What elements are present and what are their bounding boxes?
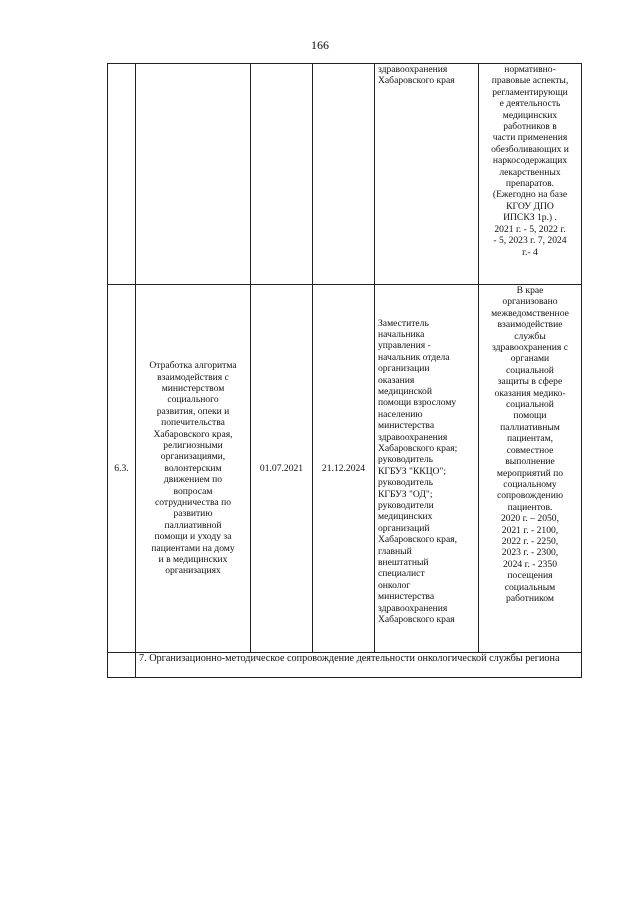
cell-start-date bbox=[251, 64, 313, 285]
cell-number bbox=[108, 64, 136, 285]
page-number: 166 bbox=[311, 38, 329, 52]
section-row bbox=[108, 653, 582, 678]
cell-start-date: 01.07.2021 bbox=[251, 285, 313, 653]
cell-number: 6.3. bbox=[108, 285, 136, 653]
activity-table bbox=[107, 63, 582, 678]
cell-result: В крае организовано межведомственное взаимодействие службы здравоохранения с органами социальной защиты в сфере оказания медико- социальной помощи паллиативным пациентам, совместное выполнение мероприятий по социальному сопровождению пациентов. 2020 г. – 2050, 2021 г. - 2100, 2022 г. - 2250, 2023 г. - 2300, 2024 г. - 2350 посещения социальным работником bbox=[479, 285, 582, 653]
cell-activity bbox=[136, 64, 251, 285]
cell-activity: Отработка алгоритма взаимодействия с министерством социального развития, опеки и попечительства Хабаровского края, религиозными организациями, волонтерским движением по вопросам сотрудничества по развитию паллиативной помощи и уходу за пациентами на дому и в медицинских организациях bbox=[136, 285, 251, 653]
cell-blank bbox=[108, 653, 136, 678]
cell-result: нормативно- правовые аспекты, регламентирующи е деятельность медицинских работников в части применения обезболивающих и наркосодержащих лекарственных препаратов. (Ежегодно на базе КГОУ ДПО ИПСКЗ 1р.) . 2021 г. - 5, 2022 г. - 5, 2023 г. 7, 2024 г.- 4 bbox=[479, 64, 582, 285]
cell-responsible: Заместитель начальника управления - начальник отдела организации оказания медицинской помощи взрослому населению министерства здравоохранения Хабаровского края; руководитель КГБУЗ "ККЦО"; руководитель КГБУЗ "ОД"; руководители медицинских организаций Хабаровского края, главный внештатный специалист онколог министерства здравоохранения Хабаровского края bbox=[375, 285, 479, 653]
cell-responsible: здравоохранения Хабаровского края bbox=[375, 64, 479, 285]
table-row bbox=[108, 64, 582, 285]
cell-end-date: 21.12.2024 bbox=[313, 285, 375, 653]
cell-end-date bbox=[313, 64, 375, 285]
table-row bbox=[108, 285, 582, 653]
section-heading: 7. Организационно-методическое сопровождение деятельности онкологической службы региона bbox=[136, 653, 582, 678]
